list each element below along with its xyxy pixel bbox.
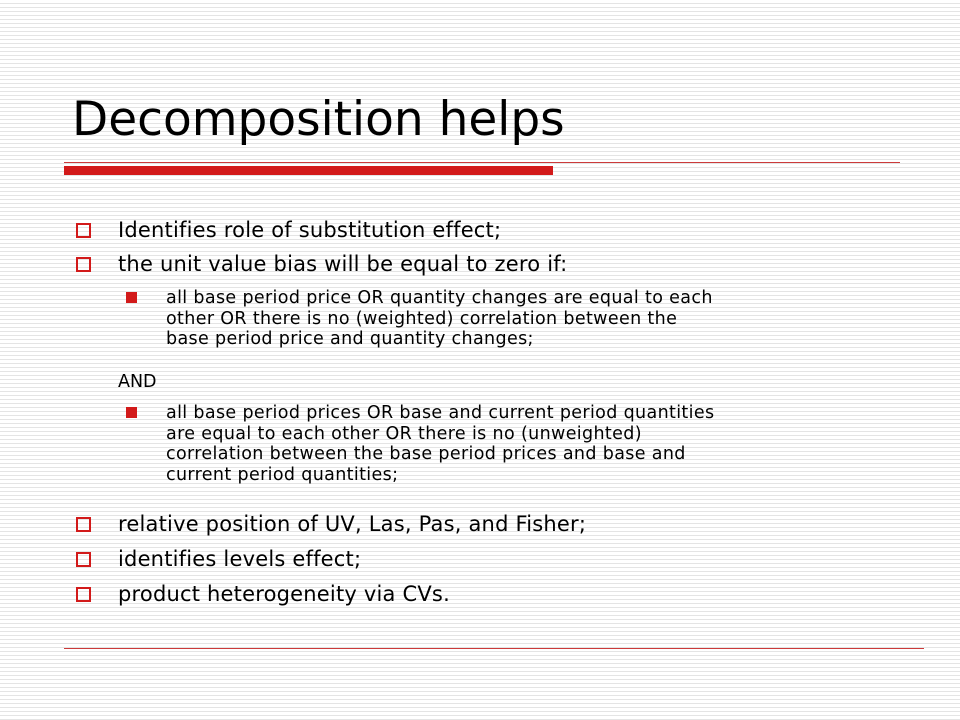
bullet-text: relative position of UV, Las, Pas, and Fisher; [118, 512, 587, 536]
sub-bullet-line: current period quantities; [166, 465, 399, 486]
sub-bullet-line: all base period price OR quantity changes are equal to each [166, 288, 713, 308]
bullet-item [118, 582, 450, 607]
footer-rule [64, 648, 924, 649]
hollow-square-icon [76, 257, 91, 272]
filled-square-icon [126, 407, 137, 418]
slide-title: Decomposition helps [72, 92, 565, 147]
bullet-text: Identifies role of substitution effect; [118, 218, 502, 242]
connector-text: AND [118, 372, 157, 392]
bullet-item [118, 547, 361, 572]
hollow-square-icon [76, 587, 91, 602]
sub-bullet-line: all base period prices OR base and current period quantities [166, 403, 715, 423]
bullet-item [118, 512, 586, 537]
hollow-square-icon [76, 223, 91, 238]
sub-bullet-item [166, 288, 906, 350]
bullet-text: product heterogeneity via CVs. [118, 582, 450, 606]
hollow-square-icon [76, 517, 91, 532]
bullet-text: the unit value bias will be equal to zero if: [118, 252, 568, 276]
bullet-item [118, 218, 501, 243]
sub-bullet-line: base period price and quantity changes; [166, 329, 534, 350]
sub-bullet-line: other OR there is no (weighted) correlation between the [166, 308, 678, 329]
bullet-item [118, 252, 567, 277]
sub-bullet-item [166, 403, 906, 486]
hollow-square-icon [76, 552, 91, 567]
sub-bullet-line: correlation between the base period prices and base and [166, 444, 686, 465]
sub-bullet-line: are equal to each other OR there is no (unweighted) [166, 423, 642, 444]
filled-square-icon [126, 292, 137, 303]
bullet-text: identifies levels effect; [118, 547, 362, 571]
